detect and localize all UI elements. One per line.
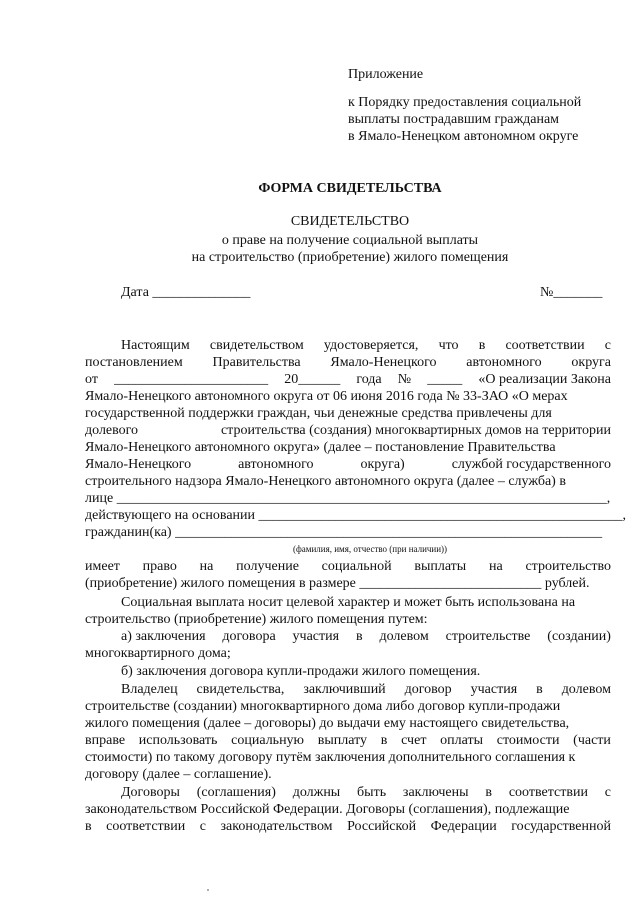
fio-caption: (фамилия, имя, отчество (при наличии)) xyxy=(292,544,448,554)
text-line: Ямало-Ненецкого автономного округа» (далее – постановление Правительства xyxy=(85,440,556,455)
text-line: Ямало-Ненецкого автономного округа) службой государственного xyxy=(85,457,611,472)
text-line: законодательством Российской Федерации. Договоры (соглашения), подлежащие xyxy=(85,802,570,817)
appendix-line: к Порядку предоставления социальной xyxy=(348,95,582,110)
text-line: договору (далее – соглашение). xyxy=(85,767,272,782)
text-line: постановлением Правительства Ямало-Ненецкого автономного округа xyxy=(85,355,611,370)
text-line: жилого помещения (далее – договоры) до выдачи ему настоящего свидетельства, xyxy=(85,716,570,731)
text-line: имеет право на получение социальной выплаты на строительство xyxy=(85,559,611,574)
text-line: Социальная выплата носит целевой характер и может быть использована на xyxy=(121,595,576,610)
text-line: стоимости) по такому договору путём заключения дополнительного соглашения к xyxy=(85,750,576,765)
text-line: лице ______________________________________________________________________, xyxy=(85,491,611,506)
text-line: (приобретение) жилого помещения в размере __________________________ рублей. xyxy=(85,576,590,591)
text-line: Договоры (соглашения) должны быть заключены в соответствии с xyxy=(121,785,611,800)
certificate-title: СВИДЕТЕЛЬСТВО xyxy=(290,214,410,229)
text-line: гражданин(ка) _____________________________________________________________ xyxy=(85,525,603,540)
representative-blank: ______________________________________________________________________, xyxy=(116,491,611,506)
text-line: вправе использовать социальную выплату в счет оплаты стоимости (части xyxy=(85,733,611,748)
list-item: а) заключения договора участия в долевом строительстве (создании) xyxy=(121,629,611,644)
text-line: Ямало-Ненецкого автономного округа от 06 июня 2016 года № 33-ЗАО «О мерах xyxy=(85,389,568,404)
text-line: от ______________________ 20______ года № _____ «О реализации Закона xyxy=(85,372,611,387)
text-line: в соответствии с законодательством Российской Федерации государственной xyxy=(85,819,611,834)
scan-speck xyxy=(207,889,209,891)
appendix-line: выплаты пострадавшим гражданам xyxy=(348,112,560,127)
text-line: строительстве (создании) многоквартирного дома либо договор купли-продажи xyxy=(85,699,561,714)
text-line: строительство (приобретение) жилого помещения путем: xyxy=(85,612,428,627)
text-line: Владелец свидетельства, заключивший договор участия в долевом xyxy=(121,682,611,697)
text-line: действующего на основании ____________________________________________________, xyxy=(85,508,627,523)
text-line: строительного надзора Ямало-Ненецкого автономного округа (далее – служба) в xyxy=(85,474,566,489)
date-label: Дата xyxy=(121,285,149,300)
text-line: долевого строительства (создания) многоквартирных домов на территории xyxy=(85,423,611,438)
appendix-line: в Ямало-Ненецком автономном округе xyxy=(348,129,579,144)
certificate-subtitle: о праве на получение социальной выплаты xyxy=(221,233,479,248)
appendix-title: Приложение xyxy=(348,67,424,82)
certificate-subtitle: на строительство (приобретение) жилого помещения xyxy=(191,250,509,265)
date-field xyxy=(121,284,250,301)
citizen-blank: _____________________________________________________________ xyxy=(175,525,603,540)
number-blank: _______ xyxy=(553,285,603,300)
number-field xyxy=(540,284,602,301)
list-item-continuation: многоквартирного дома; xyxy=(85,646,231,661)
number-label: № xyxy=(540,285,554,300)
basis-blank: ____________________________________________________, xyxy=(258,508,627,523)
amount-blank: __________________________ xyxy=(359,576,542,591)
text-line: Настоящим свидетельством удостоверяется, что в соответствии с xyxy=(121,338,611,353)
text-line: государственной поддержки граждан, чьи денежные средства привлечены для xyxy=(85,406,552,421)
form-title: ФОРМА СВИДЕТЕЛЬСТВА xyxy=(258,181,442,196)
list-item: б) заключения договора купли-продажи жилого помещения. xyxy=(121,664,481,679)
date-blank: ______________ xyxy=(152,285,251,300)
